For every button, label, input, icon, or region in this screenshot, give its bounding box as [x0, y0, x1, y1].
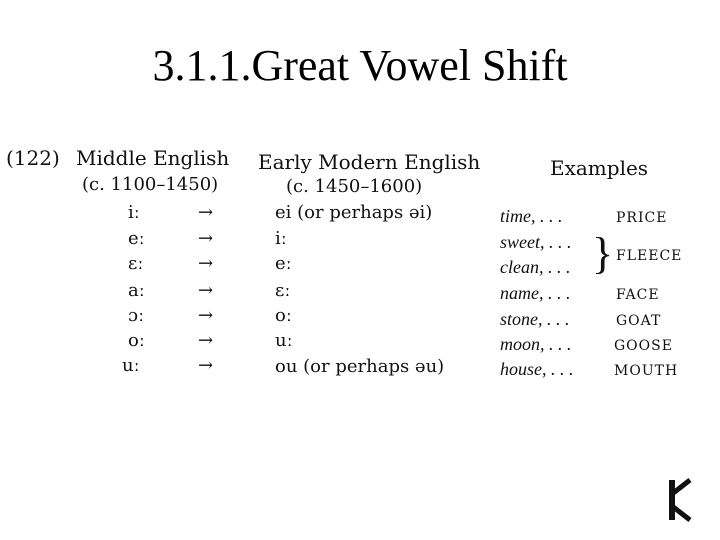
- row-example: clean, . . .: [500, 257, 571, 277]
- brace-lexical-set: FLEECE: [616, 248, 683, 264]
- row-example: moon, . . .: [500, 334, 572, 354]
- early-modern-english-heading: Early Modern English: [258, 150, 481, 174]
- early-modern-english-date: (c. 1450–1600): [286, 176, 423, 197]
- row-lexical-set: GOOSE: [614, 338, 673, 354]
- row-eme-vowel: eː: [275, 253, 292, 274]
- row-me-vowel: ɛː: [128, 253, 144, 274]
- arrow-icon: →: [198, 202, 214, 223]
- row-me-vowel: ɔː: [128, 305, 145, 326]
- row-lexical-set: FACE: [616, 287, 660, 303]
- row-me-vowel: oː: [128, 330, 145, 351]
- arrow-icon: →: [198, 280, 214, 301]
- row-eme-vowel: iː: [275, 228, 287, 249]
- row-eme-vowel: oː: [275, 305, 292, 326]
- row-me-vowel: aː: [128, 280, 145, 301]
- row-example: sweet, . . .: [500, 232, 572, 252]
- middle-english-heading: Middle English: [76, 146, 230, 170]
- row-lexical-set: GOAT: [616, 313, 662, 329]
- row-eme-vowel: ou (or perhaps əu): [275, 356, 445, 377]
- arrow-icon: →: [198, 228, 214, 249]
- examples-heading: Examples: [550, 156, 649, 180]
- row-lexical-set: MOUTH: [614, 363, 679, 379]
- row-example: time, . . .: [500, 206, 563, 226]
- row-eme-vowel: uː: [275, 330, 293, 351]
- row-me-vowel: eː: [128, 228, 145, 249]
- arrow-icon: →: [198, 305, 214, 326]
- row-example: stone, . . .: [500, 309, 570, 329]
- middle-english-date: (c. 1100–1450): [82, 174, 219, 195]
- slide-title: 3.1.1.Great Vowel Shift: [152, 41, 568, 90]
- row-me-vowel: uː: [122, 355, 140, 376]
- row-me-vowel: iː: [128, 202, 140, 223]
- table-number: (122): [6, 146, 60, 170]
- brace-icon: }: [592, 229, 614, 278]
- row-eme-vowel: ɛː: [275, 280, 291, 301]
- row-example: house, . . .: [500, 359, 574, 379]
- row-lexical-set: PRICE: [616, 210, 668, 226]
- row-example: name, . . .: [500, 283, 571, 303]
- corner-logo-icon: [666, 478, 694, 522]
- row-eme-vowel: ei (or perhaps əi): [275, 202, 433, 223]
- arrow-icon: →: [198, 330, 214, 351]
- arrow-icon: →: [198, 253, 214, 274]
- arrow-icon: →: [198, 355, 214, 376]
